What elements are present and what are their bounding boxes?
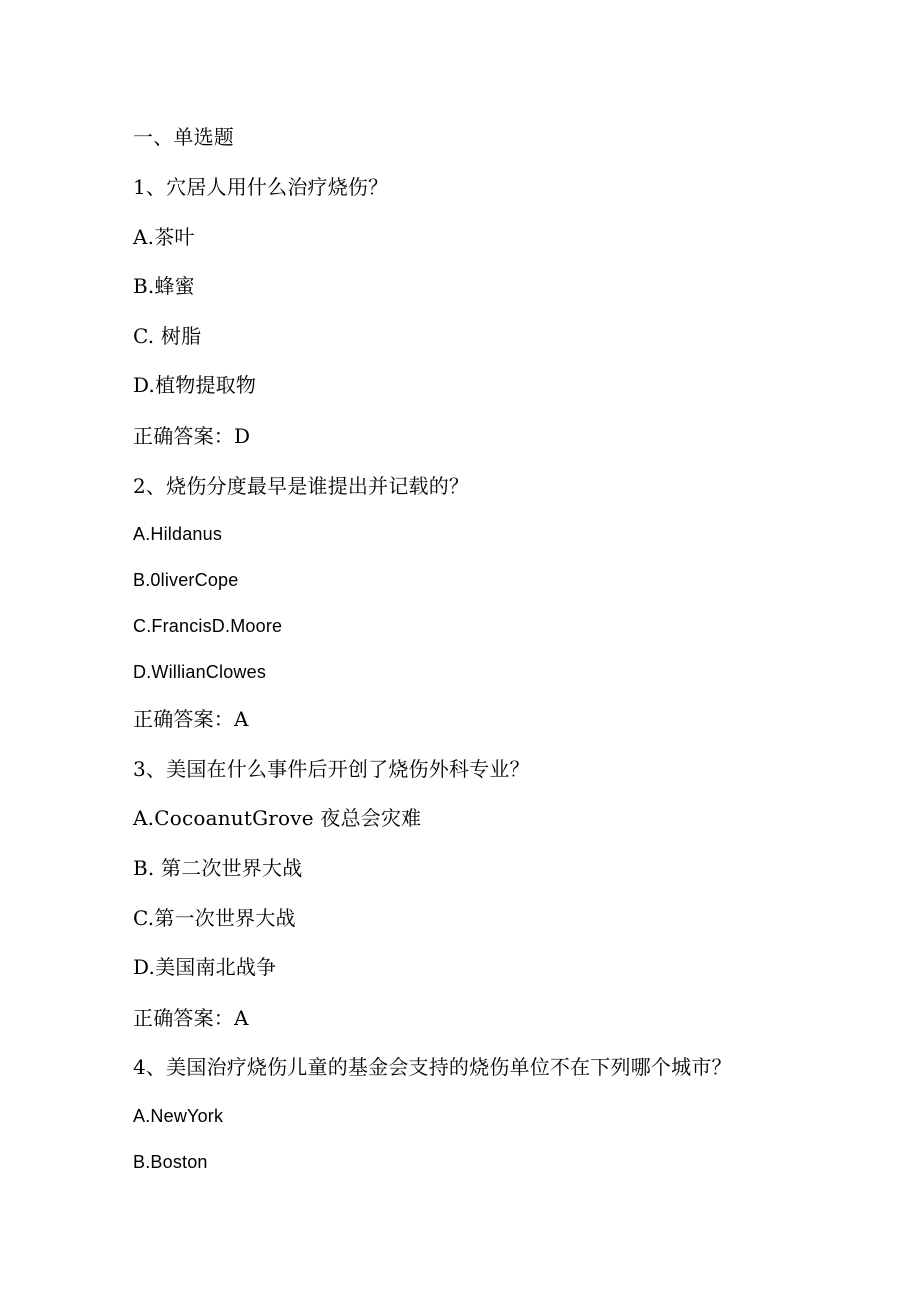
question-2-option-b: B.0liverCope (133, 570, 239, 590)
question-1-option-b: B.蜂蜜 (133, 274, 195, 298)
question-2-option-d: D.WillianClowes (133, 662, 267, 682)
question-4-option-a: A.NewYork (133, 1106, 224, 1126)
question-3-option-a: A.CocoanutGrove 夜总会灾难 (133, 806, 422, 830)
question-1-stem: 1、穴居人用什么治疗烧伤？ (133, 175, 389, 199)
question-3-option-c: C.第一次世界大战 (133, 906, 296, 930)
question-3-answer: 正确答案：A (133, 1006, 249, 1030)
question-3-option-d: D.美国南北战争 (133, 955, 277, 979)
question-1-option-a: A.茶叶 (133, 225, 195, 249)
question-2-option-a: A.Hildanus (133, 524, 223, 544)
question-4-option-b: B.Boston (133, 1152, 208, 1172)
question-1-option-d: D.植物提取物 (133, 373, 257, 397)
question-4-stem: 4、美国治疗烧伤儿童的基金会支持的烧伤单位不在下列哪个城市？ (133, 1055, 732, 1079)
question-3-stem: 3、美国在什么事件后开创了烧伤外科专业？ (133, 757, 530, 781)
section-heading: 一、单选题 (133, 125, 234, 149)
question-1-option-c: C. 树脂 (133, 324, 202, 348)
question-3-option-b: B. 第二次世界大战 (133, 856, 303, 880)
question-2-answer: 正确答案：A (133, 707, 249, 731)
question-2-stem: 2、烧伤分度最早是谁提出并记载的？ (133, 474, 470, 498)
question-2-option-c: C.FrancisD.Moore (133, 616, 283, 636)
question-1-answer: 正确答案：D (133, 424, 251, 448)
